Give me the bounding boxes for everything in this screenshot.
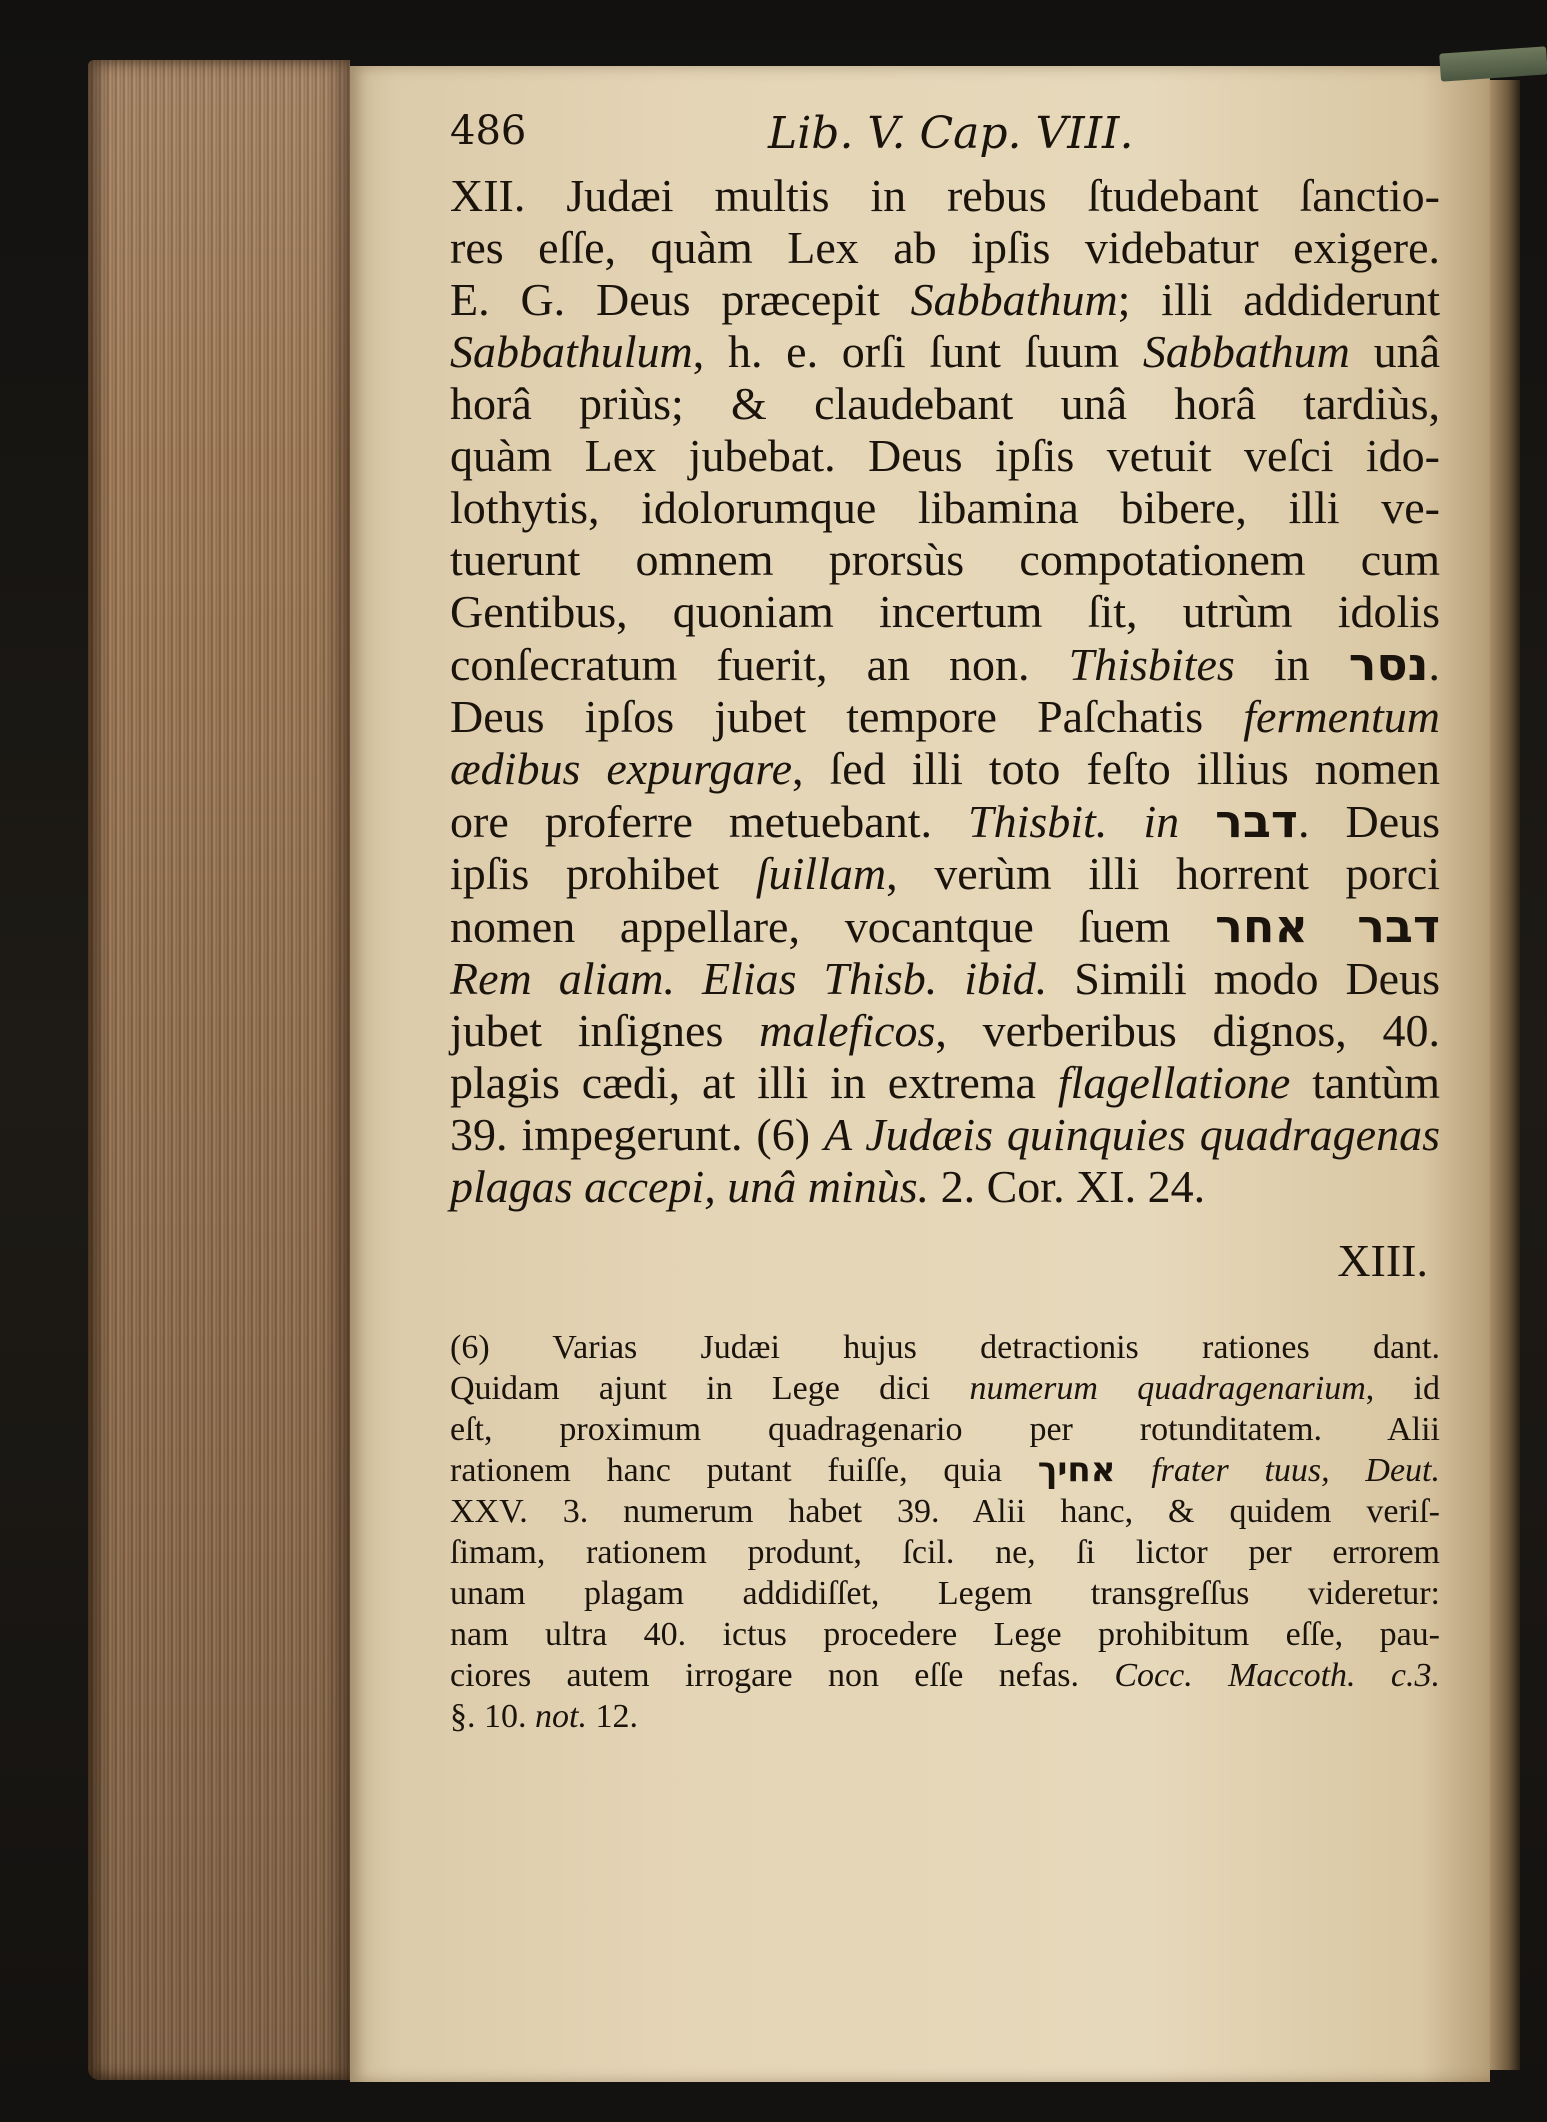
text-run: 2. Cor. XI. 24. (929, 1161, 1206, 1212)
main-line (450, 1057, 1440, 1109)
text-run: tantùm (1290, 1057, 1440, 1108)
footnote-line (450, 1368, 1440, 1409)
text-run: nam ultra 40. ictus procedere Lege prohibitum eſſe, pau- (450, 1616, 1440, 1653)
text-run: (6) Varias Judæi hujus detractionis rationes dant. (450, 1329, 1440, 1366)
catchword: XIII. (1337, 1235, 1428, 1286)
footnote-line (450, 1573, 1440, 1614)
text-run: ore proferre metuebant. (450, 796, 968, 847)
main-line (450, 534, 1440, 586)
text-run: ſimam, rationem produnt, ſcil. ne, ſi lictor per errorem (450, 1534, 1440, 1571)
footnote-line (450, 1450, 1440, 1491)
text-run: , ſed illi toto feſto illius nomen (792, 743, 1440, 794)
text-run: , verùm illi horrent porci (886, 848, 1440, 899)
text-run: unam plagam addidiſſet, Legem transgreſſus videretur: (450, 1575, 1440, 1612)
italic-text: Sabbathum (1142, 326, 1350, 377)
text-run: 39. impegerunt. (6) (450, 1109, 824, 1160)
main-line (450, 586, 1440, 638)
text-run: res eſſe, quàm Lex ab ipſis videbatur exigere. (450, 222, 1440, 273)
main-line (450, 378, 1440, 430)
text-run: Deus ipſos jubet tempore Paſchatis (450, 691, 1244, 742)
text-run: lothytis, idolorumque libamina bibere, illi ve- (450, 482, 1440, 533)
text-run: . (1428, 639, 1441, 690)
italic-text: plagas accepi, unâ minùs. (450, 1161, 930, 1212)
footnote-line (450, 1655, 1440, 1696)
text-run: rationem hanc putant fuiſſe, quia (450, 1452, 1038, 1489)
italic-text: flagellatione (1057, 1057, 1291, 1108)
hebrew-word: נסר (1348, 637, 1429, 691)
main-line (450, 430, 1440, 482)
page-header (450, 108, 1440, 170)
italic-text: frater tuus, Deut. (1151, 1452, 1441, 1489)
text-run: tuerunt omnem prorsùs compotationem cum (450, 534, 1440, 585)
main-line (450, 1005, 1440, 1057)
text-run (1115, 1452, 1151, 1489)
text-run: Gentibus, quoniam incertum ſit, utrùm idolis (450, 586, 1440, 637)
italic-text: maleficos (759, 1005, 936, 1056)
page-gutter (1490, 80, 1520, 2070)
footnote-line (450, 1696, 1440, 1737)
footnote (450, 1327, 1440, 1737)
footnote-line (450, 1614, 1440, 1655)
text-run: §. 10. (450, 1698, 535, 1735)
hebrew-word: אחיך (1037, 1450, 1116, 1490)
italic-text: Thisbit. in (968, 796, 1180, 847)
footnote-line (450, 1409, 1440, 1450)
text-run: E. G. Deus præcepit (450, 274, 911, 325)
text-run: , id (1365, 1370, 1441, 1407)
text-run: eſt, proximum quadragenario per rotunditatem. Alii (450, 1411, 1440, 1448)
page-number: 486 (450, 108, 527, 154)
main-line (450, 848, 1440, 900)
running-head: Lib. V. Cap. VIII. (768, 108, 1134, 159)
italic-text: Sabbathulum (450, 326, 693, 377)
text-run: XII. Judæi multis in rebus ſtudebant ſanctio- (450, 170, 1440, 221)
italic-text: numerum quadragenarium (969, 1370, 1366, 1407)
hebrew-word: דבר אחר (1215, 899, 1440, 953)
text-run: 12. (586, 1698, 638, 1735)
text-run: horâ priùs; & claudebant unâ horâ tardiùs, (450, 378, 1440, 429)
main-paragraph (450, 170, 1440, 1213)
footnote-line (450, 1532, 1440, 1573)
text-run: ; illi addiderunt (1117, 274, 1440, 325)
main-line (450, 222, 1440, 274)
text-run: nomen appellare, vocantque ſuem (450, 901, 1216, 952)
text-run: Quidam ajunt in Lege dici (450, 1370, 970, 1407)
italic-text: Thisbites (1068, 639, 1235, 690)
text-run: Simili modo Deus (1047, 953, 1440, 1004)
main-line (450, 170, 1440, 222)
text-run: unâ (1349, 326, 1441, 377)
text-run: quàm Lex jubebat. Deus ipſis vetuit veſci ido- (450, 430, 1440, 481)
text-run: , verberibus dignos, 40. (935, 1005, 1440, 1056)
italic-text: not. (535, 1698, 587, 1735)
text-run: , h. e. orſi ſunt ſuum (692, 326, 1143, 377)
text-run: plagis cædi, at illi in extrema (450, 1057, 1058, 1108)
main-line (450, 953, 1440, 1005)
text-run: in (1234, 639, 1349, 690)
main-line (450, 743, 1440, 795)
text-run: XXV. 3. numerum habet 39. Alii hanc, & quidem veriſ- (450, 1493, 1440, 1530)
italic-text: ædibus expurgare (450, 743, 793, 794)
text-run: conſecratum fuerit, an non. (450, 639, 1069, 690)
main-line (450, 900, 1440, 953)
main-line (450, 274, 1440, 326)
main-line (450, 795, 1440, 848)
text-run: ciores autem irrogare non eſſe nefas. (450, 1657, 1115, 1694)
footnote-line (450, 1327, 1440, 1368)
italic-text: fermentum (1243, 691, 1440, 742)
text-run: ipſis prohibet (450, 848, 756, 899)
italic-text: Rem aliam. Elias Thisb. ibid. (450, 953, 1048, 1004)
main-line (450, 326, 1440, 378)
page-text (450, 108, 1440, 1737)
italic-text: ſuillam (755, 848, 887, 899)
footnote-line (450, 1491, 1440, 1532)
italic-text: A Judæis quinquies quadragenas (823, 1109, 1440, 1160)
main-line (450, 691, 1440, 743)
main-line (450, 482, 1440, 534)
hebrew-word: דבר (1215, 794, 1298, 848)
main-line (450, 1109, 1440, 1161)
italic-text: Sabbathum (910, 274, 1118, 325)
italic-text: Cocc. Maccoth. c.3. (1114, 1657, 1440, 1694)
text-run (1179, 796, 1215, 847)
main-line (450, 1161, 1440, 1213)
text-run: . Deus (1297, 796, 1441, 847)
main-line (450, 638, 1440, 691)
book-edge-shading (88, 60, 350, 2080)
text-run: jubet inſignes (450, 1005, 760, 1056)
